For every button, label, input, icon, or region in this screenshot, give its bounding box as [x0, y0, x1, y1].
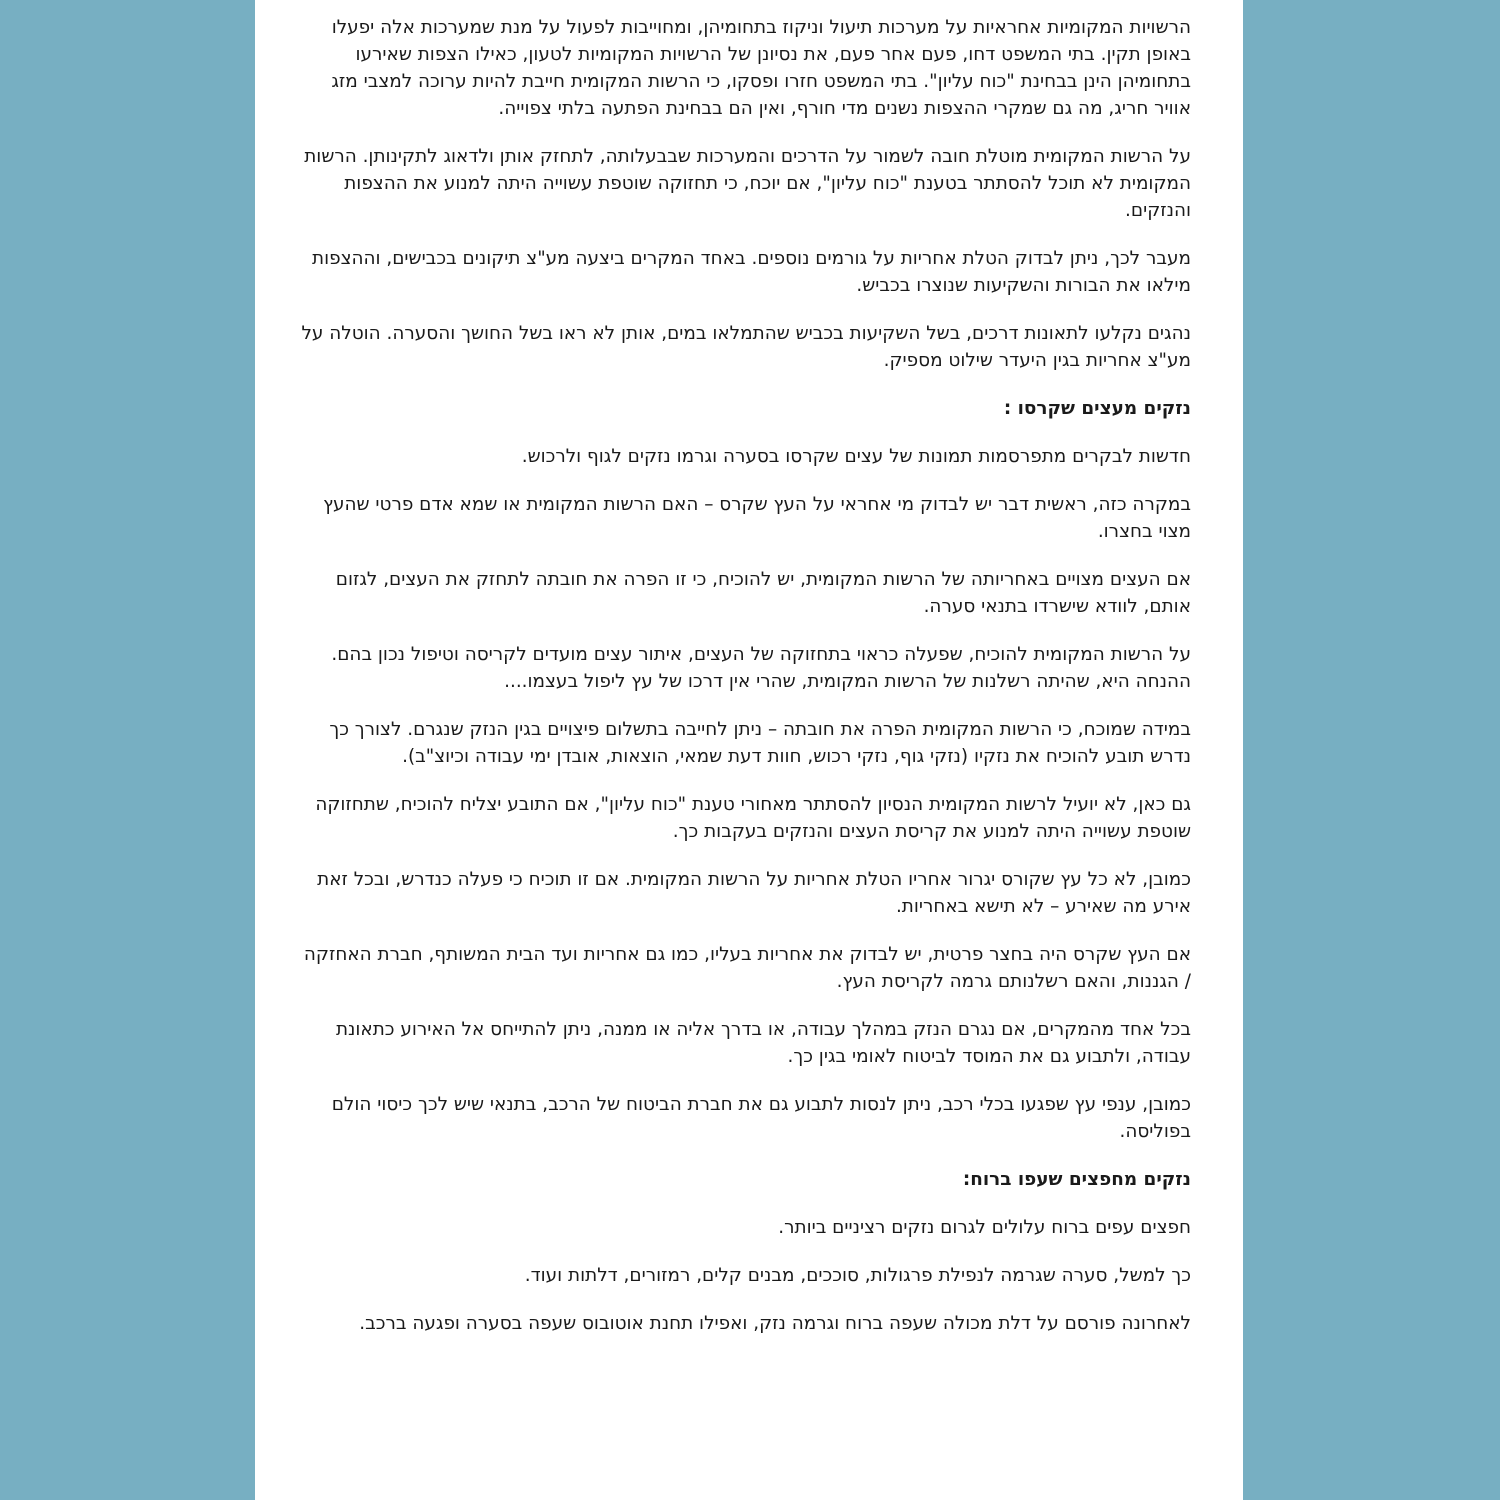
paragraph: כמובן, ענפי עץ שפגעו בכלי רכב, ניתן לנסות לתבוע גם את חברת הביטוח של הרכב, בתנאי שיש לכך כיסוי הולם בפוליסה. [331, 1094, 1191, 1142]
paragraph: מעבר לכך, ניתן לבדוק הטלת אחריות על גורמים נוספים. באחד המקרים ביצעה מע"צ תיקונים בכבישים, וההצפות מילאו את הבורות והשקיעות שנוצרו בכביש. [312, 248, 1191, 296]
paragraph: במידה שמוכח, כי הרשות המקומית הפרה את חובתה – ניתן לחייבה בתשלום פיצויים בגין הנזק שנגרם. לצורך כך נדרש תובע להוכיח את נזקיו (נזקי גוף, נזקי רכוש, חוות דעת שמאי, הוצאות, אובדן ימי עבודה וכיוצ"ב). [329, 719, 1191, 767]
document-body [300, 14, 1191, 1358]
paragraph: אם העץ שקרס היה בחצר פרטית, יש לבדוק את אחריות בעליו, כמו גם אחריות ועד הבית המשותף, חברת האחזקה / הגננות, והאם רשלנותם גרמה לקריסת העץ. [303, 944, 1191, 992]
paragraph: על הרשות המקומית מוטלת חובה לשמור על הדרכים והמערכות שבבעלותה, לתחזק אותן ולדאוג לתקינותן. הרשות המקומית לא תוכל להסתתר בטענת "כוח עליון", אם יוכח, כי תחזוקה שוטפת עשוייה היתה למנוע את ההצפות והנזקים. [304, 146, 1191, 221]
paragraph: נהגים נקלעו לתאונות דרכים, בשל השקיעות בכביש שהתמלאו במים, אותן לא ראו בשל החושך והסערה. הוטלה על מע"צ אחריות בגין היעדר שילוט מספיק. [301, 323, 1191, 371]
paragraph: כך למשל, סערה שגרמה לנפילת פרגולות, סוככים, מבנים קלים, רמזורים, דלתות ועוד. [524, 1265, 1191, 1286]
paragraph: לאחרונה פורסם על דלת מכולה שעפה ברוח וגרמה נזק, ואפילו תחנת אוטובוס שעפה בסערה ופגעה ברכב. [359, 1313, 1191, 1334]
section-heading-fallen-trees: נזקים מעצים שקרסו : [1003, 398, 1191, 419]
document-page [255, 0, 1243, 1500]
paragraph: בכל אחד מהמקרים, אם נגרם הנזק במהלך עבודה, או בדרך אליה או ממנה, ניתן להתייחס אל האירוע כתאונת עבודה, ולתבוע גם את המוסד לביטוח לאומי בגין כך. [335, 1019, 1191, 1067]
paragraph: חפצים עפים ברוח עלולים לגרום נזקים רציניים ביותר. [778, 1217, 1191, 1238]
paragraph: חדשות לבקרים מתפרסמות תמונות של עצים שקרסו בסערה וגרמו נזקים לגוף ולרכוש. [521, 446, 1191, 467]
paragraph: כמובן, לא כל עץ שקורס יגרור אחריו הטלת אחריות על הרשות המקומית. אם זו תוכיח כי פעלה כנדרש, ובכל זאת אירע מה שאירע – לא תישא באחריות. [317, 869, 1191, 917]
section-heading-wind-objects: נזקים מחפצים שעפו ברוח: [962, 1169, 1191, 1190]
paragraph: במקרה כזה, ראשית דבר יש לבדוק מי אחראי על העץ שקרס – האם הרשות המקומית או שמא אדם פרטי שהעץ מצוי בחצרו. [323, 494, 1191, 542]
paragraph: הרשויות המקומיות אחראיות על מערכות תיעול וניקוז בתחומיהן, ומחוייבות לפעול על מנת שמערכות אלה יפעלו באופן תקין. בתי המשפט דחו, פעם אחר פעם, את נסיונן של הרשויות המקומיות לטעון, כאילו הצפות שאירעו בתחומיהן הינן בבחינת "כוח עליון". בתי המשפט חזרו ופסקו, כי הרשות המקומית חייבת להיות ערוכה למצבי מזג אוויר חריג, מה גם שמקרי ההצפות נשנים מדי חורף, ואין הם בבחינת הפתעה בלתי צפוייה. [331, 17, 1191, 119]
paragraph: גם כאן, לא יועיל לרשות המקומית הנסיון להסתתר מאחורי טענת "כוח עליון", אם התובע יצליח להוכיח, שתחזוקה שוטפת עשוייה היתה למנוע את קריסת העצים והנזקים בעקבות כך. [315, 794, 1191, 842]
paragraph: על הרשות המקומית להוכיח, שפעלה כראוי בתחזוקה של העצים, איתור עצים מועדים לקריסה וטיפול נכון בהם. ההנחה היא, שהיתה רשלנות של הרשות המקומית, שהרי אין דרכו של עץ ליפול בעצמו.... [331, 644, 1191, 692]
paragraph: אם העצים מצויים באחריותה של הרשות המקומית, יש להוכיח, כי זו הפרה את חובתה לתחזק את העצים, לגזום אותם, לוודא שישרדו בתנאי סערה. [335, 569, 1191, 617]
